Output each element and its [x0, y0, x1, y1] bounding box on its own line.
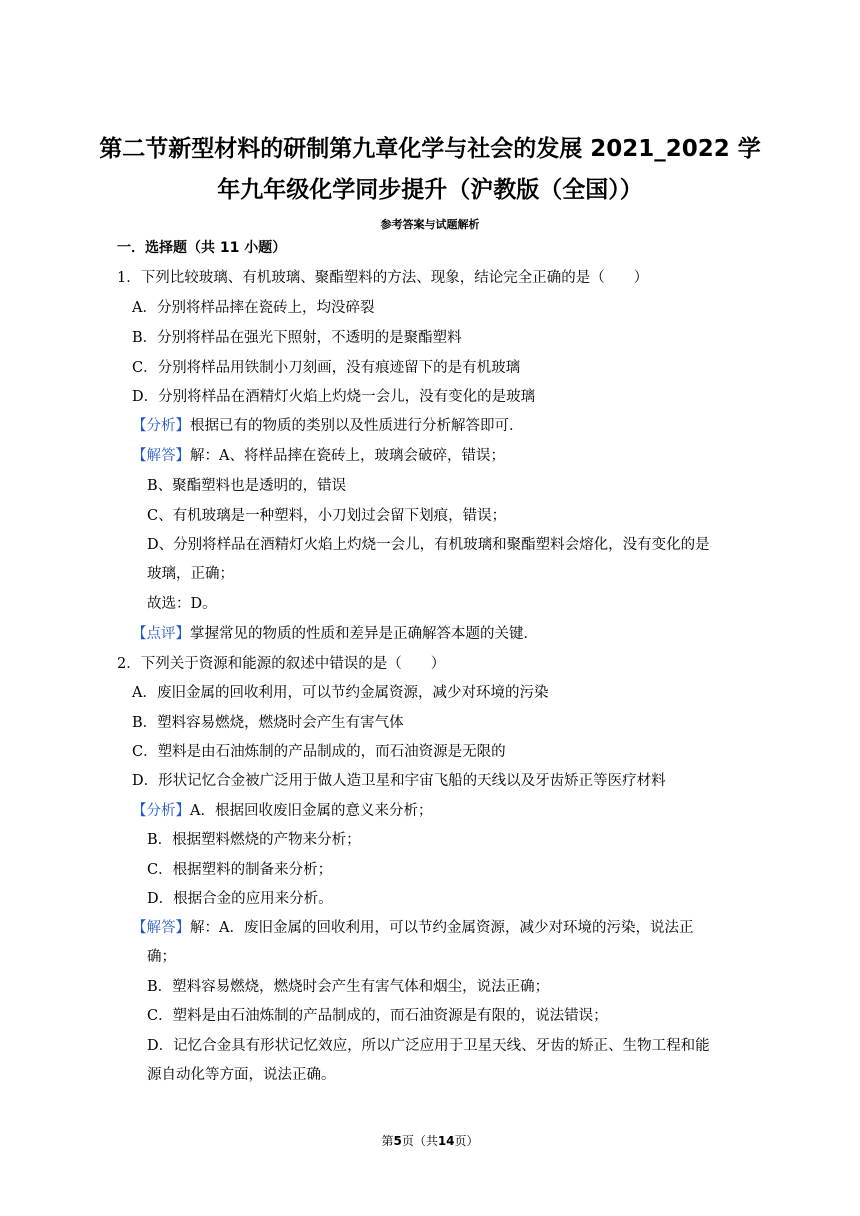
- answer-text: 解：A、将样品摔在瓷砖上，玻璃会破碎，错误；: [190, 448, 505, 464]
- question-1-answer-line: C、有机玻璃是一种塑料，小刀划过会留下划痕，错误；: [147, 508, 507, 524]
- question-2-answer: [132, 918, 693, 938]
- answer-tag: 【解答】: [132, 920, 190, 936]
- answer-text: 解：A．废旧金属的回收利用，可以节约金属资源，减少对环境的污染，说法正: [190, 920, 694, 936]
- question-1-option-b: B．分别将样品在强光下照射，不透明的是聚酯塑料: [132, 330, 462, 346]
- question-2-option-b: B．塑料容易燃烧，燃烧时会产生有害气体: [132, 715, 404, 731]
- question-1-answer-line: 故选：D。: [147, 596, 217, 612]
- question-2-option-d: D．形状记忆合金被广泛用于做人造卫星和宇宙飞船的天线以及牙齿矫正等医疗材料: [132, 773, 666, 789]
- question-2-analysis-line: C．根据塑料的制备来分析；: [147, 862, 333, 878]
- analysis-tag: 【分析】: [132, 418, 190, 434]
- comment-tag: 【点评】: [132, 626, 190, 642]
- question-2-answer-line: D．记忆合金具有形状记忆效应，所以广泛应用于卫星天线、牙齿的矫正、生物工程和能: [147, 1038, 710, 1054]
- analysis-tag: 【分析】: [132, 803, 190, 819]
- question-2-stem: 2．下列关于资源和能源的叙述中错误的是（ ）: [117, 656, 446, 672]
- page-number: 5: [393, 1134, 402, 1148]
- page-total: 14: [437, 1134, 455, 1148]
- question-2-answer-line: C．塑料是由石油炼制的产品制成的，而石油资源是有限的，说法错误；: [147, 1008, 608, 1024]
- question-1-option-a: A．分别将样品摔在瓷砖上，均没碎裂: [132, 300, 375, 316]
- analysis-text: 根据已有的物质的类别以及性质进行分析解答即可．: [190, 418, 524, 434]
- question-1-comment: [132, 624, 538, 644]
- page-footer: [0, 1132, 860, 1149]
- question-1-option-c: C．分别将样品用铁制小刀刻画，没有痕迹留下的是有机玻璃: [132, 360, 521, 376]
- footer-prefix: 第: [381, 1134, 394, 1148]
- question-1-answer-line: 玻璃，正确；: [147, 566, 234, 582]
- question-2-answer-line: 确；: [147, 949, 176, 965]
- page-title-line-1: 第二节新型材料的研制第九章化学与社会的发展 2021_2022 学: [99, 136, 761, 162]
- question-2-answer-line: B．塑料容易燃烧，燃烧时会产生有害气体和烟尘，说法正确；: [147, 979, 550, 995]
- question-1-analysis: [132, 416, 524, 436]
- question-1-answer-line: B、聚酯塑料也是透明的，错误: [147, 478, 347, 494]
- question-2-analysis-line: B．根据塑料燃烧的产物来分析；: [147, 832, 361, 848]
- answer-tag: 【解答】: [132, 448, 190, 464]
- subtitle: 参考答案与试题解析: [380, 218, 480, 231]
- section-heading: 一．选择题（共 11 小题）: [117, 240, 287, 256]
- question-2-option-c: C．塑料是由石油炼制的产品制成的，而石油资源是无限的: [132, 744, 506, 760]
- question-1-stem: 1．下列比较玻璃、有机玻璃、聚酯塑料的方法、现象，结论完全正确的是（ ）: [117, 270, 649, 286]
- question-1-answer-line: D、分别将样品在酒精灯火焰上灼烧一会儿，有机玻璃和聚酯塑料会熔化，没有变化的是: [147, 537, 710, 553]
- question-2-analysis-line: D．根据合金的应用来分析。: [147, 891, 333, 907]
- question-2-answer-line: 源自动化等方面，说法正确。: [147, 1067, 336, 1083]
- page-title-line-2: 年九年级化学同步提升（沪教版（全国））: [217, 177, 643, 203]
- comment-text: 掌握常见的物质的性质和差异是正确解答本题的关键．: [190, 626, 538, 642]
- analysis-text: A．根据回收废旧金属的意义来分析；: [190, 803, 433, 819]
- footer-middle: 页（共: [401, 1134, 438, 1148]
- question-2-option-a: A．废旧金属的回收利用，可以节约金属资源，减少对环境的污染: [132, 685, 549, 701]
- question-2-analysis: [132, 801, 432, 821]
- footer-suffix: 页）: [454, 1134, 479, 1148]
- question-1-answer: [132, 446, 505, 466]
- question-1-option-d: D．分别将样品在酒精灯火焰上灼烧一会儿，没有变化的是玻璃: [132, 389, 536, 405]
